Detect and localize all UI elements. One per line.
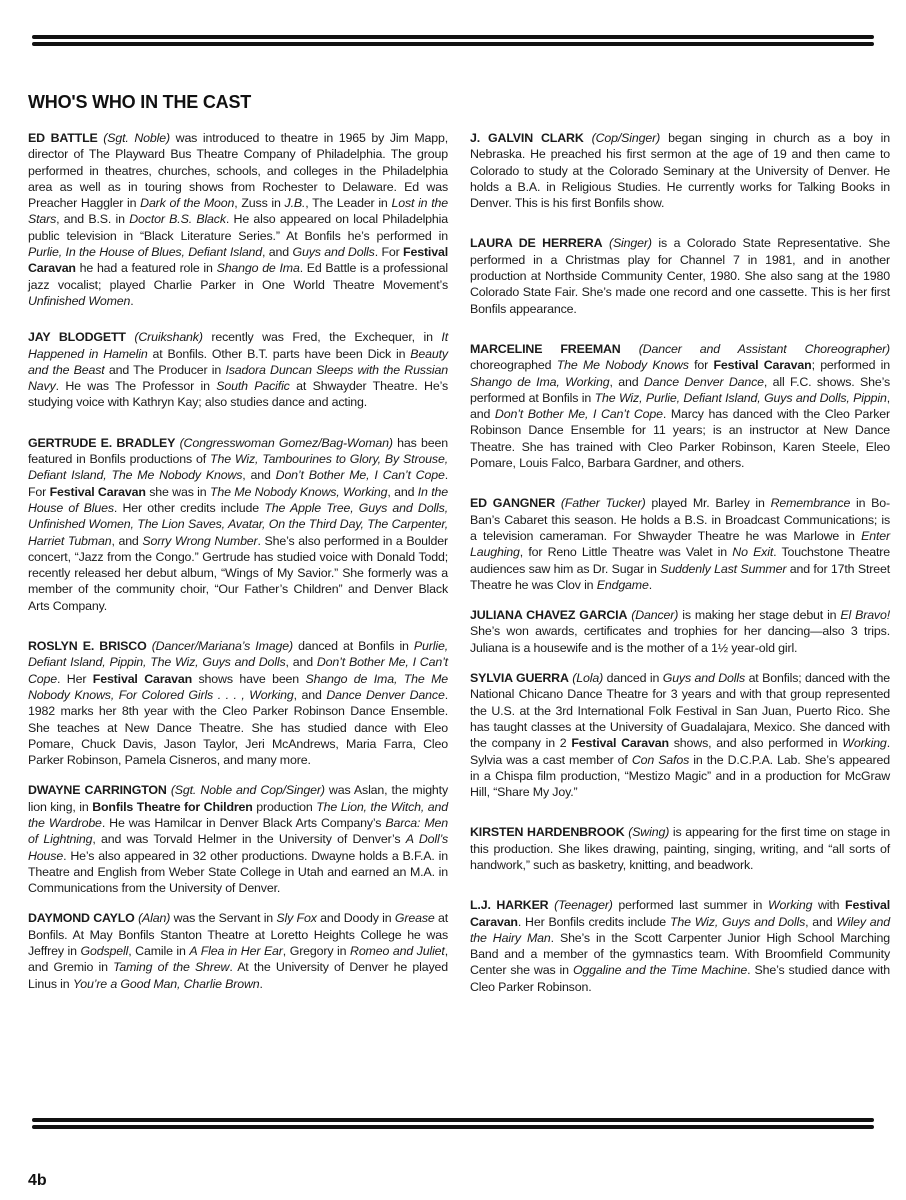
cast-role: (Dancer) [631,608,679,623]
bottom-double-rule [32,1117,874,1131]
bio-text: she was in [145,484,210,499]
bio-text: . Ed Battle is a professional jazz vocalist; played Charlie Parker in One World Theatre Movement’s [28,261,449,292]
bio-text: She’s won awards, certificates and trophies for her dancing—also 3 trips. Juliana is a housewife and is the mother of a 1½ year-old girl. [470,624,890,655]
cast-bio [28,910,448,991]
title-italic: Remembrance [770,496,851,511]
title-italic: The Wiz, Tambourines to Glory, By Strouse, Defiant Island, The Me Nobody Knows [28,452,448,483]
title-italic: Guys and Dolls [292,245,375,260]
bio-text: with [812,898,846,913]
title-italic: Purlie, In the House of Blues, Defiant Island [28,245,263,260]
bio-text: , and [609,374,644,389]
title-italic: Grease [394,911,435,926]
title-italic: The Me Nobody Knows, Working [209,484,388,499]
bio-text: has been featured in Bonfils productions of [28,435,448,467]
bio-text: , and [285,655,317,670]
bio-text: , and [805,914,837,929]
bio-text: , and [242,468,276,483]
cast-role: (Swing) [628,825,670,840]
title-italic: Purlie, Defiant Island, Pippin, The Wiz, Guys and Dolls [28,639,448,670]
cast-role: (Lola) [572,671,604,686]
bio-text: . [259,976,263,991]
title-italic: No Exit [732,545,774,560]
cast-name: MARCELINE FREEMAN [470,341,621,356]
bio-text: , and Gremio in [28,944,449,975]
bio-text: danced in [603,671,663,686]
cast-role: (Sgt. Noble) [103,131,170,145]
title-italic: The Lion, the Witch, and the Wardrobe [28,799,448,830]
title-italic: Beauty and the Beast [28,346,448,377]
title-italic: Working [767,898,813,913]
bio-text: . For [28,468,448,499]
bio-text: . He was The Professor in [55,379,217,394]
company-bold: Festival Caravan [49,484,146,499]
rule-line [32,1125,874,1129]
bio-text: , and [111,533,143,548]
bio-text: was Aslan, the mighty lion king, in [28,783,449,814]
company-bold: Festival Caravan [28,245,448,276]
bio-text: . Touchstone Theatre audiences saw him as Dr. Sugar in [470,545,890,576]
bio-text: at Bonfils. Other B.T. parts have been Dick in [147,346,411,361]
bio-text: . Sylvia was a cast member of [470,736,890,767]
title-italic: Shango de Ima, Working [470,374,610,389]
bio-text: choreographed [470,358,557,373]
cast-bio [470,670,890,800]
cast-role: (Father Tucker) [560,496,646,511]
bio-text: . He also appeared on local Philadelphia public television in “Black Literature Series.” At Bonfils he’s performed in [28,212,449,243]
cast-bio [470,130,890,211]
title-italic: Barca: Men of Lightning [28,815,449,847]
title-italic: Dance Denver Dance [643,374,764,389]
cast-name: ED BATTLE [28,131,98,145]
bio-text: began singing in church as a boy in Nebraska. He preached his first sermon at the age of 19 and then came to Colorado to study at the Colorado Seminary at the University of Denver. He holds a B.A. in Religious Studies. He currently works for Talking Books in Denver. This is his first Bonfils show. [470,131,890,211]
bio-text: . [130,293,134,308]
title-italic: Don’t Bother Me, I Can’t Cope [28,655,448,686]
cast-bio [470,824,890,873]
cast-bio [470,235,890,316]
bio-text: is making her stage debut in [678,608,841,623]
title-italic: Working [842,736,887,751]
bio-text: shows, and also performed in [668,736,843,751]
cast-role: (Alan) [138,911,171,926]
title-italic: Sly Fox [276,911,317,926]
bio-text: was introduced to theatre in 1965 by Jim Mapp, director of The Playward Bus Theatre Company of Philadelphia. The group performed in theatres, churches, schools, and colleges in the Philadelphia area as well as in touring shows from Rochester to Delaware. Ed was Preacher Haggler in [28,131,449,211]
cast-name: L.J. HARKER [470,898,549,913]
cast-name: DAYMOND CAYLO [28,911,135,926]
bio-text: at Bonfils. At May Bonfils Stanton Theatre at Loretto Heights College he was Jeffrey in [28,911,449,959]
cast-role: (Congresswoman Gomez/Bag-Woman) [179,435,393,450]
title-italic: In the House of Blues [28,484,448,515]
cast-name: JULIANA CHAVEZ GARCIA [470,608,628,623]
cast-role: (Singer) [608,236,652,251]
bio-text: , and [387,484,418,499]
company-bold: Festival Caravan [713,358,812,373]
bio-text: is appearing for the first time on stage in this production. She likes drawing, painting, singing, writing, and “all sorts of handwork,” such as basketry, knitting, and beadwork. [470,825,891,872]
bio-text: played Mr. Barley in [645,496,771,511]
title-italic: Enter Laughing [470,528,890,560]
cast-bio [470,495,890,593]
cast-role: (Sgt. Noble and Cop/Singer) [170,783,325,798]
cast-bio [28,329,448,410]
cast-name: ROSLYN E. BRISCO [28,639,147,654]
title-italic: Isadora Duncan Sleeps with the Russian Navy [28,362,448,394]
bio-text: , and B.S. in [56,212,130,227]
bio-text: at Bonfils; danced with the National Chicano Dance Theatre for 3 years and with that group represented the U.S. at the 3rd International Folk Festival in San Juan, Puerto Rico. She has taught classes at the University of Guadalajara, Mexico. She danced with the company in 2 [470,671,891,751]
bio-text: . Her [57,671,93,686]
page-title: WHO'S WHO IN THE CAST [28,92,252,113]
company-bold: Festival Caravan [470,898,890,929]
top-double-rule [32,34,874,48]
bio-text: . He was Hamilcar in Denver Black Arts Company’s [101,815,386,830]
cast-bio [28,130,448,309]
bio-text: , and [470,390,891,422]
title-italic: Wiley and the Hairy Man [470,914,890,945]
bio-text: , The Leader in [305,196,392,211]
title-italic: Shango de Ima, The Me Nobody Knows, For Colored Girls . . . , Working [28,671,448,702]
title-italic: South Pacific [216,379,290,394]
bio-text: for [688,358,714,373]
cast-name: LAURA DE HERRERA [470,236,603,251]
title-italic: Taming of the Shrew [113,960,230,975]
bio-text: , Zuss in [234,196,285,211]
bio-text: . 1982 marks her 8th year with the Cleo Parker Robinson Dance Ensemble. She teaches at New Dance Theatre. She has studied dance with Eleo Pomare, Chuck Davis, Jason Taylor, Jeri McAndrews, Maria Farra, Cleo Parker Robinson, Pamela Cisneros, and many more. [28,687,448,768]
cast-name: J. GALVIN CLARK [470,131,584,145]
title-italic: Con Safos [631,752,690,767]
bio-text: and The Producer in [104,362,226,377]
title-italic: Don’t Bother Me, I Can’t Cope [494,407,663,422]
bio-text: recently was Fred, the Exchequer, in [202,330,442,345]
bio-text: and Doody in [316,911,395,926]
bio-text: ; performed in [811,358,890,373]
cast-bio [470,607,890,656]
title-italic: Godspell [80,944,129,959]
bio-text: and for 17th Street Theatre he was Clov in [470,561,891,592]
bio-text: . Marcy has danced with the Cleo Parker Robinson Dance Ensemble for 11 years; is an instructor at New Dance Theatre. She has trained with Cleo Parker Robinson, Karen Steele, Eleo Pomare, Louis Falco, Barbara Gardner, and others. [470,407,890,471]
company-bold: Festival Caravan [571,736,669,751]
title-italic: A Flea in Her Ear [189,944,283,959]
bio-text: . She’s studied dance with Cleo Parker Robinson. [470,963,890,994]
title-italic: Oggaline and the Time Machine [572,963,748,978]
title-italic: Unfinished Women [28,293,131,308]
title-italic: Doctor B.S. Black [129,212,226,227]
rule-line [32,35,874,39]
cast-name: JAY BLODGETT [28,330,126,345]
cast-name: ED GANGNER [470,496,556,511]
bio-text: . She’s in the Scott Carpenter Junior High School Marching Band and a member of the gymnastics team. With Broomfield Community Center she was in [470,930,890,978]
bio-text: . She’s also performed in a Boulder concert, “Jazz from the Congo.” Gertrude has studied voice with Donald Todd; recently released her debut album, “Wings of My Savior.” She formerly was a member of the community choir, “Our Father’s Children” and Denver Black Arts Company. [28,533,448,613]
cast-bio [28,435,448,614]
bio-text: , and [293,687,327,702]
bio-text: . Her other credits include [113,500,265,515]
title-italic: Dark of the Moon [140,196,235,211]
title-italic: Don’t Bother Me, I Can’t Cope [275,468,445,483]
title-italic: The Wiz, Guys and Dolls [669,914,806,929]
bio-text: . For [374,245,404,260]
title-italic: The Wiz, Purlie, Defiant Island, Guys and Dolls, Pippin [594,390,887,405]
cast-role: (Cruikshank) [134,330,203,345]
bio-text: , for Reno Little Theatre was Valet in [519,545,733,560]
bio-text: in Bo-Ban’s Cabaret this season. He holds a B.S. in Broadcast Communications; is a television cameraman. For Shwayder Theatre he was Marlowe in [470,496,891,543]
bio-text: , Camile in [128,944,190,959]
title-italic: It Happened in Hamelin [28,330,448,361]
bio-text: , and was Torvald Helmer in the University of Denver’s [92,832,406,847]
cast-name: KIRSTEN HARDENBROOK [470,825,625,840]
title-italic: Guys and Dolls [662,671,746,686]
bio-text: . At the University of Denver he played Linus in [28,960,449,991]
right-column [470,130,890,995]
bio-text: . Her Bonfils credits include [517,914,670,929]
title-italic: El Bravo! [840,608,891,623]
cast-role: (Cop/Singer) [591,131,661,145]
bio-text: was the Servant in [170,911,277,926]
company-bold: Festival Caravan [92,671,193,686]
cast-bio [28,782,448,896]
left-column [28,130,448,992]
cast-name: GERTRUDE E. BRADLEY [28,435,176,450]
bio-text: production [252,799,317,814]
cast-bio [470,897,890,995]
bio-text: performed last summer in [612,898,768,913]
bio-text: , Gregory in [282,944,351,959]
cast-role: (Dancer and Assistant Choreographer) [638,341,891,356]
title-italic: Romeo and Juliet [350,944,445,959]
bio-text: is a Colorado State Representative. She performed in a Christmas play for Channel 7 in 1981, and in another production at Northside Community Center, 1980. She also sang at the 1980 Colorado State Fair. She’s made one record and one cassette. This is her first Bonfils appearance. [470,236,890,316]
title-italic: Endgame [596,577,649,592]
cast-name: DWAYNE CARRINGTON [28,783,167,798]
page-number: 4b [28,1172,47,1189]
title-italic: Dance Denver Dance [326,687,445,702]
title-italic: You’re a Good Man, Charlie Brown [72,976,260,991]
title-italic: The Me Nobody Knows [556,358,689,373]
bio-text: . He’s also appeared in 32 other productions. Dwayne holds a B.F.A. in Theatre and English from Weber State College in Utah and earned an M.A. in Communications from the University of Denver. [28,848,448,896]
cast-name: SYLVIA GUERRA [470,671,569,686]
bio-text: at Shwayder Theatre. He’s studying voice with Kathryn Kay; also studies dance and acting. [28,379,448,410]
cast-role: (Teenager) [554,898,613,913]
title-italic: A Doll’s House [28,832,448,863]
bio-text: he had a featured role in [75,261,217,276]
rule-line [32,1118,874,1122]
title-italic: J.B. [284,196,306,211]
title-italic: Lost in the Stars [28,196,448,227]
cast-bio [28,638,448,768]
title-italic: Shango de Ima [216,261,300,276]
title-italic: The Apple Tree, Guys and Dolls, Unfinished Women, The Lion Saves, Avatar, On the Third Day, The Carpenter, Harriet Tubman [28,500,448,548]
bio-text: in the D.C.P.A. Lab. She’s appeared in a Chispa film production, “Mestizo Magic” and in a production for McGraw Hill, “Share My Joy.” [470,752,890,800]
bio-text: shows have been [192,671,306,686]
bio-text: danced at Bonfils in [292,639,414,654]
bio-text: , all F.C. shows. She’s performed at Bonfils in [470,374,890,405]
bio-text: , and [262,245,293,260]
cast-bio [470,341,890,471]
title-italic: Suddenly Last Summer [660,561,787,576]
title-italic: Sorry Wrong Number [142,533,258,548]
cast-role: (Dancer/Mariana’s Image) [151,639,293,654]
bio-text: . [648,577,653,592]
rule-line [32,42,874,46]
company-bold: Bonfils Theatre for Children [92,799,253,814]
